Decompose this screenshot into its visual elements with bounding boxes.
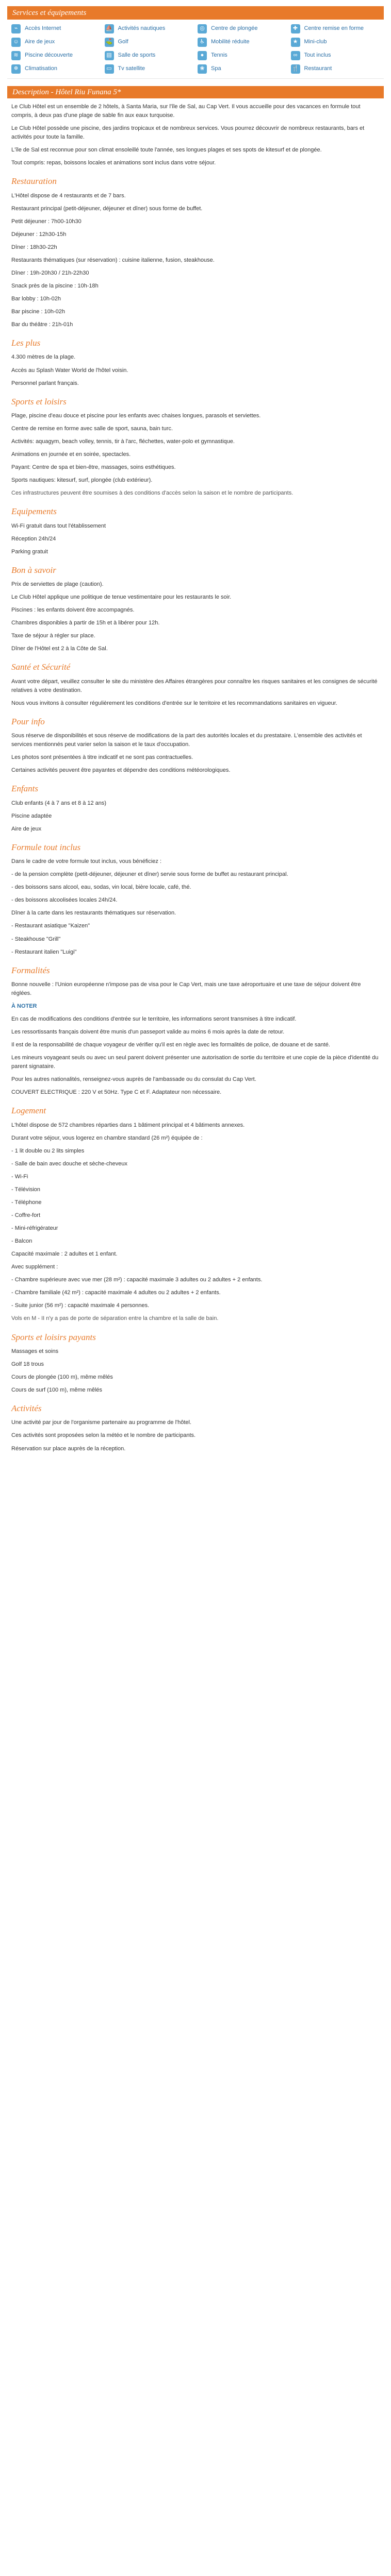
diving-icon: ◎ <box>198 24 207 33</box>
les-plus-line: Accès au Splash Water World de l'hôtel voisin. <box>11 367 128 374</box>
intro-paragraph: Tout compris: repas, boissons locales et animations sont inclus dans votre séjour. <box>11 160 216 166</box>
description-title: Description - Hôtel Riu Funana 5* <box>12 88 121 96</box>
formalites-paragraph: Il est de la responsabilité de chaque voyageur de vérifier qu'il est en règle avec les formalités de police, de douane et de santé. <box>11 1042 330 1048</box>
logement-line: - Coffre-fort <box>11 1212 41 1219</box>
satellite-tv-icon: ▭ <box>105 64 114 74</box>
formule-line: Dans le cadre de votre formule tout inclus, vous bénéficiez : <box>11 858 162 865</box>
bon-a-savoir-line: Chambres disponibles à partir de 15h et à libérer pour 12h. <box>11 620 160 626</box>
service-playground: ☺ Aire de jeux <box>11 37 101 47</box>
logement-note: Vols en M - II n'y a pas de porte de séparation entre la chambre et la salle de bain. <box>11 1315 219 1322</box>
formule-line: - Restaurant asiatique "Kaizen" <box>11 923 90 929</box>
services-banner <box>7 6 384 20</box>
sports-line: Centre de remise en forme avec salle de sport, sauna, bain turc. <box>11 426 173 432</box>
restauration-line: Restaurants thématiques (sur réservation) : cuisine italienne, fusion, steakhouse. <box>11 257 215 263</box>
logement-line: - Chambre familiale (42 m²) : capacité maximale 4 adultes ou 2 adultes + 2 enfants. <box>11 1290 221 1296</box>
section-title-sante: Santé et Sécurité <box>11 662 71 672</box>
service-golf: ⛳ Golf <box>105 37 194 47</box>
section-title-formule: Formule tout inclus <box>11 842 81 852</box>
section-title-equipements: Equipements <box>11 506 57 517</box>
service-reduced-mobility: ♿ Mobilité réduite <box>198 37 287 47</box>
logement-line: - Télévision <box>11 1187 41 1193</box>
description-title-bar <box>7 86 384 98</box>
bon-a-savoir-line: Taxe de séjour à régler sur place. <box>11 633 95 639</box>
section-title-activites: Activités <box>11 1403 42 1414</box>
sports-line: Activités: aquagym, beach volley, tennis, tir à l'arc, fléchettes, water-polo et gymnastique. <box>11 438 235 445</box>
bon-a-savoir-line: Dîner de l'Hôtel est 2 à la Côte de Sal. <box>11 646 108 652</box>
section-title-les-plus: Les plus <box>11 338 41 348</box>
wheelchair-icon: ♿ <box>198 38 207 47</box>
restauration-line: Restaurant principal (petit-déjeuner, déjeuner et dîner) sous forme de buffet. <box>11 205 203 212</box>
restauration-line: Bar lobby : 10h-02h <box>11 296 61 302</box>
restauration-line: Bar piscine : 10h-02h <box>11 309 65 315</box>
sports-payants-line: Cours de surf (100 m), même mêlés <box>11 1387 103 1394</box>
pool-icon: ≋ <box>11 51 21 60</box>
intro-paragraph: Le Club Hôtel est un ensemble de 2 hôtels, à Santa Maria, sur l'île de Sal, au Cap Vert. Il vous accueille pour des vacances en formule tout compris, à deux pas d'une plage de sable fin aux eaux turquoise. <box>11 104 361 119</box>
service-restaurant: 🍴 Restaurant <box>291 64 380 74</box>
kids-club-icon: ★ <box>291 38 300 47</box>
restauration-line: Dîner : 19h-20h30 / 21h-22h30 <box>11 269 89 276</box>
service-pool: ≋ Piscine découverte <box>11 50 101 61</box>
formalites-paragraph: Pour les autres nationalités, renseignez-vous auprès de l'ambassade ou du consulat du Cap Vert. <box>11 1076 256 1083</box>
formalites-paragraph: En cas de modifications des conditions d'entrée sur le territoire, les informations seront transmises à titre indicatif. <box>11 1016 297 1023</box>
les-plus-line: 4.300 mètres de la plage. <box>11 354 76 361</box>
sports-line: Payant: Centre de spa et bien-être, massages, soins esthétiques. <box>11 464 176 471</box>
sports-line: Sports nautiques: kitesurf, surf, plongée (club extérieur). <box>11 477 153 484</box>
formalites-paragraph: COUVERT ELECTRIQUE : 220 V et 50Hz. Type C et F. Adaptateur non nécessaire. <box>11 1089 222 1096</box>
logement-line: - Salle de bain avec douche et sèche-cheveux <box>11 1160 128 1167</box>
logement-line: Capacité maximale : 2 adultes et 1 enfant. <box>11 1251 118 1258</box>
fitness-icon: ✚ <box>291 24 300 33</box>
formule-line: - de la pension complète (petit-déjeuner, déjeuner et dîner) servie sous forme de buffet au restaurant principal. <box>11 871 288 878</box>
equipements-line: Parking gratuit <box>11 548 48 555</box>
formule-line: - des boissons sans alcool, eau, sodas, vin local, bière locale, café, thé. <box>11 884 191 891</box>
restaurant-icon: 🍴 <box>291 64 300 74</box>
service-diving: ◎ Centre de plongée <box>198 24 287 34</box>
description-content <box>11 103 380 1453</box>
formule-line: - Restaurant italien "Luigi" <box>11 948 77 955</box>
bon-a-savoir-line: Prix de serviettes de plage (caution). <box>11 581 104 588</box>
service-fitness: ✚ Centre remise en forme <box>291 24 380 34</box>
activites-paragraph: Ces activités sont proposées selon la météo et le nombre de participants. <box>11 1432 196 1439</box>
services-grid <box>7 24 384 79</box>
activites-paragraph: Réservation sur place auprès de la réception. <box>11 1445 126 1452</box>
service-gym: ▤ Salle de sports <box>105 50 194 61</box>
logement-line: Avec supplément : <box>11 1264 58 1270</box>
golf-icon: ⛳ <box>105 38 114 47</box>
formule-line: - Steakhouse "Grill" <box>11 936 61 942</box>
logement-line: L'hôtel dispose de 572 chambres réparties dans 1 bâtiment principal et 4 bâtiments annexes. <box>11 1122 245 1128</box>
section-title-restauration: Restauration <box>11 176 57 187</box>
formule-line: Dîner à la carte dans les restaurants thématiques sur réservation. <box>11 910 176 917</box>
sports-line: Plage, piscine d'eau douce et piscine pour les enfants avec chaises longues, parasols et serviettes. <box>11 412 261 419</box>
equipements-line: Wi-Fi gratuit dans tout l'établissement <box>11 522 106 529</box>
restauration-line: Bar du théâtre : 21h-01h <box>11 321 73 328</box>
formalites-note-title: À NOTER <box>11 1003 37 1010</box>
sante-paragraph: Nous vous invitons à consulter régulièrement les conditions d'entrée sur le territoire et les recommandations sanitaires en vigueur. <box>11 700 337 706</box>
logement-line: - Téléphone <box>11 1199 42 1206</box>
wifi-icon: ⌁ <box>11 24 21 33</box>
gym-icon: ▤ <box>105 51 114 60</box>
service-tennis: ● Tennis <box>198 50 287 61</box>
logement-line: - Mini-réfrigérateur <box>11 1225 58 1232</box>
enfants-line: Piscine adaptée <box>11 812 52 819</box>
service-internet: ⌁ Accès Internet <box>11 24 101 34</box>
section-title-formalites: Formalités <box>11 965 50 975</box>
service-satellite-tv: ▭ Tv satellite <box>105 64 194 74</box>
all-inclusive-icon: ∞ <box>291 51 300 60</box>
service-all-inclusive: ∞ Tout inclus <box>291 50 380 61</box>
info-paragraph: Sous réserve de disponibilités et sous réserve de modifications de la part des autorités locales et du prestataire. L'ensemble des activités et services mentionnés peut varier selon la saison et le taux d'occupation. <box>11 733 362 748</box>
service-nautical: ⛵ Activités nautiques <box>105 24 194 34</box>
logement-line: Durant votre séjour, vous logerez en chambre standard (26 m²) équipée de : <box>11 1134 203 1141</box>
logement-line: - 1 lit double ou 2 lits simples <box>11 1147 85 1154</box>
formalites-paragraph: Les mineurs voyageant seuls ou avec un seul parent doivent présenter une autorisation de sortie du territoire et une copie de la pièce d'identité du parent signataire. <box>11 1055 379 1070</box>
sports-line: Animations en journée et en soirée, spectacles. <box>11 451 131 458</box>
logement-line: - Balcon <box>11 1238 32 1245</box>
section-title-enfants: Enfants <box>11 784 38 794</box>
restauration-line: Petit déjeuner : 7h00-10h30 <box>11 218 82 225</box>
logement-line: - Chambre supérieure avec vue mer (28 m²) : capacité maximale 3 adultes ou 2 adultes + 2 enfants. <box>11 1277 263 1283</box>
sports-payants-line: Cours de plongée (100 m), même mêlés <box>11 1374 113 1380</box>
sports-payants-line: Golf 18 trous <box>11 1361 44 1367</box>
logement-line: - Suite junior (56 m²) : capacité maximale 4 personnes. <box>11 1302 150 1309</box>
air-conditioning-icon: ❄ <box>11 64 21 74</box>
formalites-paragraph: Bonne nouvelle : l'Union européenne n'impose pas de visa pour le Cap Vert, mais une taxe aéroportuaire et une taxe de séjour doivent être réglées. <box>11 981 361 997</box>
logement-line: - Wi-Fi <box>11 1173 28 1180</box>
section-title-bon-a-savoir: Bon à savoir <box>11 565 56 575</box>
sports-payants-line: Massages et soins <box>11 1348 59 1354</box>
restauration-line: Déjeuner : 12h30-15h <box>11 231 67 238</box>
page <box>0 6 391 1478</box>
info-paragraph: Les photos sont présentées à titre indicatif et ne sont pas contractuelles. <box>11 754 193 761</box>
enfants-line: Club enfants (4 à 7 ans et 8 à 12 ans) <box>11 800 107 806</box>
intro-paragraph: L'île de Sal est reconnue pour son climat ensoleillé toute l'année, ses longues plages et ses spots de kitesurf et de plongée. <box>11 147 322 154</box>
info-paragraph: Certaines activités peuvent être payantes et dépendre des conditions météorologiques. <box>11 767 231 774</box>
activites-paragraph: Une activité par jour de l'organisme partenaire au programme de l'hôtel. <box>11 1419 192 1426</box>
playground-icon: ☺ <box>11 38 21 47</box>
formalites-paragraph: Les ressortissants français doivent être munis d'un passeport valide au moins 6 mois après la date de retour. <box>11 1029 285 1036</box>
service-kids-club: ★ Mini-club <box>291 37 380 47</box>
formule-line: - des boissons alcoolisées locales 24h/24. <box>11 897 118 904</box>
section-title-logement: Logement <box>11 1106 46 1116</box>
service-spa: ❀ Spa <box>198 64 287 74</box>
service-air-conditioning: ❄ Climatisation <box>11 64 101 74</box>
section-title-sports: Sports et loisirs <box>11 396 67 406</box>
section-title-sports-payants: Sports et loisirs payants <box>11 1332 96 1342</box>
restauration-line: Snack près de la piscine : 10h-18h <box>11 282 99 289</box>
enfants-line: Aire de jeux <box>11 825 42 832</box>
section-title-pour-info: Pour info <box>11 716 45 726</box>
equipements-line: Réception 24h/24 <box>11 535 56 542</box>
spa-icon: ❀ <box>198 64 207 74</box>
bon-a-savoir-line: Piscines : les enfants doivent être accompagnés. <box>11 607 135 614</box>
bon-a-savoir-line: Le Club Hôtel applique une politique de tenue vestimentaire pour les restaurants le soir. <box>11 594 232 601</box>
intro-paragraph: Le Club Hôtel possède une piscine, des jardins tropicaux et de nombreux services. Vous pourrez découvrir de nombreux restaurants, bars et activités pour toute la famille. <box>11 125 365 141</box>
les-plus-line: Personnel parlant français. <box>11 380 79 386</box>
sante-paragraph: Avant votre départ, veuillez consulter le site du ministère des Affaires étrangères pour connaître les risques sanitaires et les consignes de sécurité relatives à votre destination. <box>11 678 378 693</box>
restauration-line: L'Hôtel dispose de 4 restaurants et de 7 bars. <box>11 192 126 199</box>
restauration-line: Dîner : 18h30-22h <box>11 244 57 250</box>
services-title: Services et équipements <box>12 9 87 17</box>
boat-icon: ⛵ <box>105 24 114 33</box>
sports-note: Ces infrastructures peuvent être soumises à des conditions d'accès selon la saison et le nombre de participants. <box>11 490 294 497</box>
tennis-icon: ● <box>198 51 207 60</box>
